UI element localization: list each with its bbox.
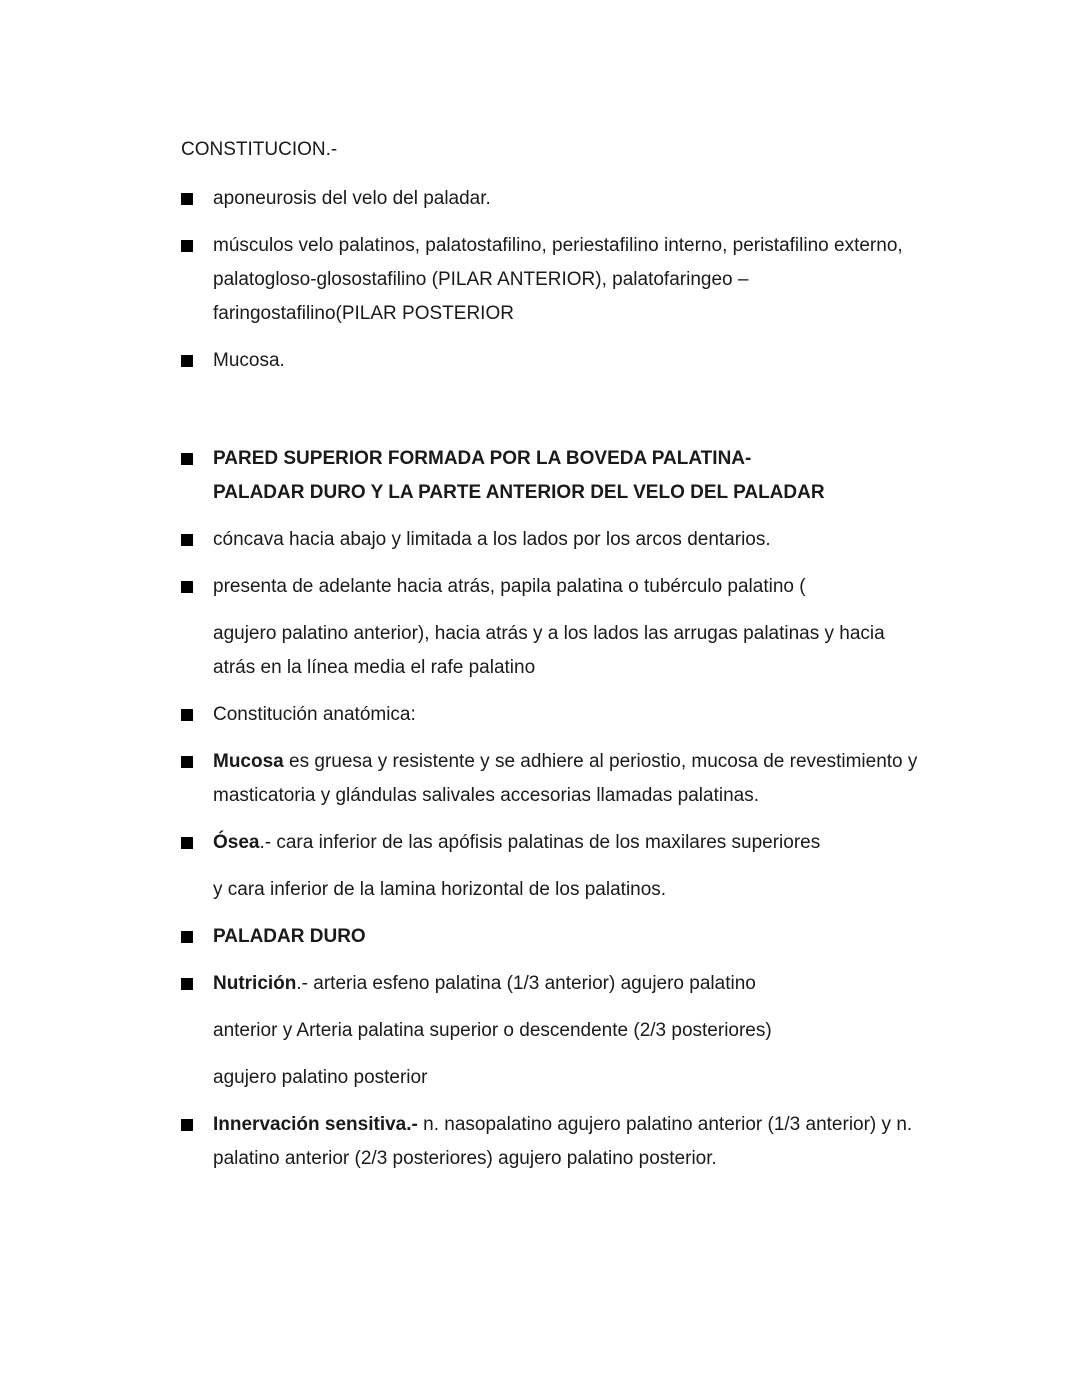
list-item (181, 1108, 1080, 1176)
list-item-rest: es gruesa y resistente y se adhiere al periostio, mucosa de revestimiento y masticatoria y glándulas salivales accesorias llamadas palatinas. (213, 751, 918, 806)
list-item-text (213, 826, 931, 907)
list-item-text: cóncava hacia abajo y limitada a los lados por los arcos dentarios. (213, 529, 771, 550)
list-item-text (213, 745, 931, 813)
list-item-lead: Ósea (213, 832, 260, 853)
bullet-square-icon (181, 978, 193, 990)
bullet-square-icon (181, 240, 193, 252)
list-item-heading (181, 920, 1080, 954)
list-item-text (213, 570, 931, 685)
bullet-square-icon (181, 355, 193, 367)
list-item-heading (181, 442, 1080, 510)
list-item-lead: Mucosa (213, 751, 284, 772)
list-item (181, 826, 1080, 907)
list-item-text: aponeurosis del velo del paladar. (213, 188, 491, 209)
bullet-square-icon (181, 534, 193, 546)
bullet-square-icon (181, 581, 193, 593)
list-item (181, 745, 1080, 813)
list-item-text: Mucosa. (213, 350, 285, 371)
bullet-square-icon (181, 709, 193, 721)
list-item (181, 344, 1080, 378)
list-item-line (213, 967, 931, 1001)
list-item-lead: Innervación sensitiva.- (213, 1114, 418, 1135)
bullet-square-icon (181, 837, 193, 849)
list-item-text (213, 442, 931, 510)
bullet-square-icon (181, 453, 193, 465)
list-item-rest: .- arteria esfeno palatina (1/3 anterior) agujero palatino (296, 973, 756, 994)
list-item-text (213, 967, 931, 1095)
bullet-square-icon (181, 756, 193, 768)
section-heading: CONSTITUCION.- (181, 139, 338, 160)
list-item-text: PALADAR DURO (213, 926, 366, 947)
list-item-rest: n. nasopalatino agujero palatino anterior (1/3 anterior) y n. palatino anterior (2/3 posteriores) agujero palatino posterior. (213, 1114, 913, 1169)
list-item-text: Constitución anatómica: (213, 704, 416, 725)
list-item-line: presenta de adelante hacia atrás, papila palatina o tubérculo palatino ( (213, 576, 806, 597)
list-item (181, 229, 1080, 331)
bullet-square-icon (181, 193, 193, 205)
list-item-line: PARED SUPERIOR FORMADA POR LA BOVEDA PALATINA- (213, 448, 752, 469)
list-item-text: músculos velo palatinos, palatostafilino, periestafilino interno, peristafilino externo, palatogloso-glosostafilino (PILAR ANTERIOR), palatofaringeo –faringostafilino(PILAR POSTERIOR (213, 235, 903, 324)
list-item-continuation: agujero palatino posterior (213, 1067, 428, 1088)
list-item (181, 698, 1080, 732)
list-item (181, 570, 1080, 685)
list-item-line (213, 826, 931, 860)
list-item-continuation: y cara inferior de la lamina horizontal de los palatinos. (213, 879, 667, 900)
list-item-continuation: agujero palatino anterior), hacia atrás y a los lados las arrugas palatinas y hacia atrás en la línea media el rafe palatino (213, 623, 885, 678)
list-item-line: PALADAR DURO Y LA PARTE ANTERIOR DEL VELO DEL PALADAR (213, 482, 825, 503)
list-item (181, 523, 1080, 557)
list-item (181, 182, 1080, 216)
list-item-continuation: anterior y Arteria palatina superior o descendente (2/3 posteriores) (213, 1020, 772, 1041)
list-item-rest: .- cara inferior de las apófisis palatinas de los maxilares superiores (259, 832, 821, 853)
bullet-square-icon (181, 1119, 193, 1131)
list-item-text (213, 1108, 931, 1176)
bullet-square-icon (181, 931, 193, 943)
list-item-lead: Nutrición (213, 973, 297, 994)
list-item (181, 967, 1080, 1095)
